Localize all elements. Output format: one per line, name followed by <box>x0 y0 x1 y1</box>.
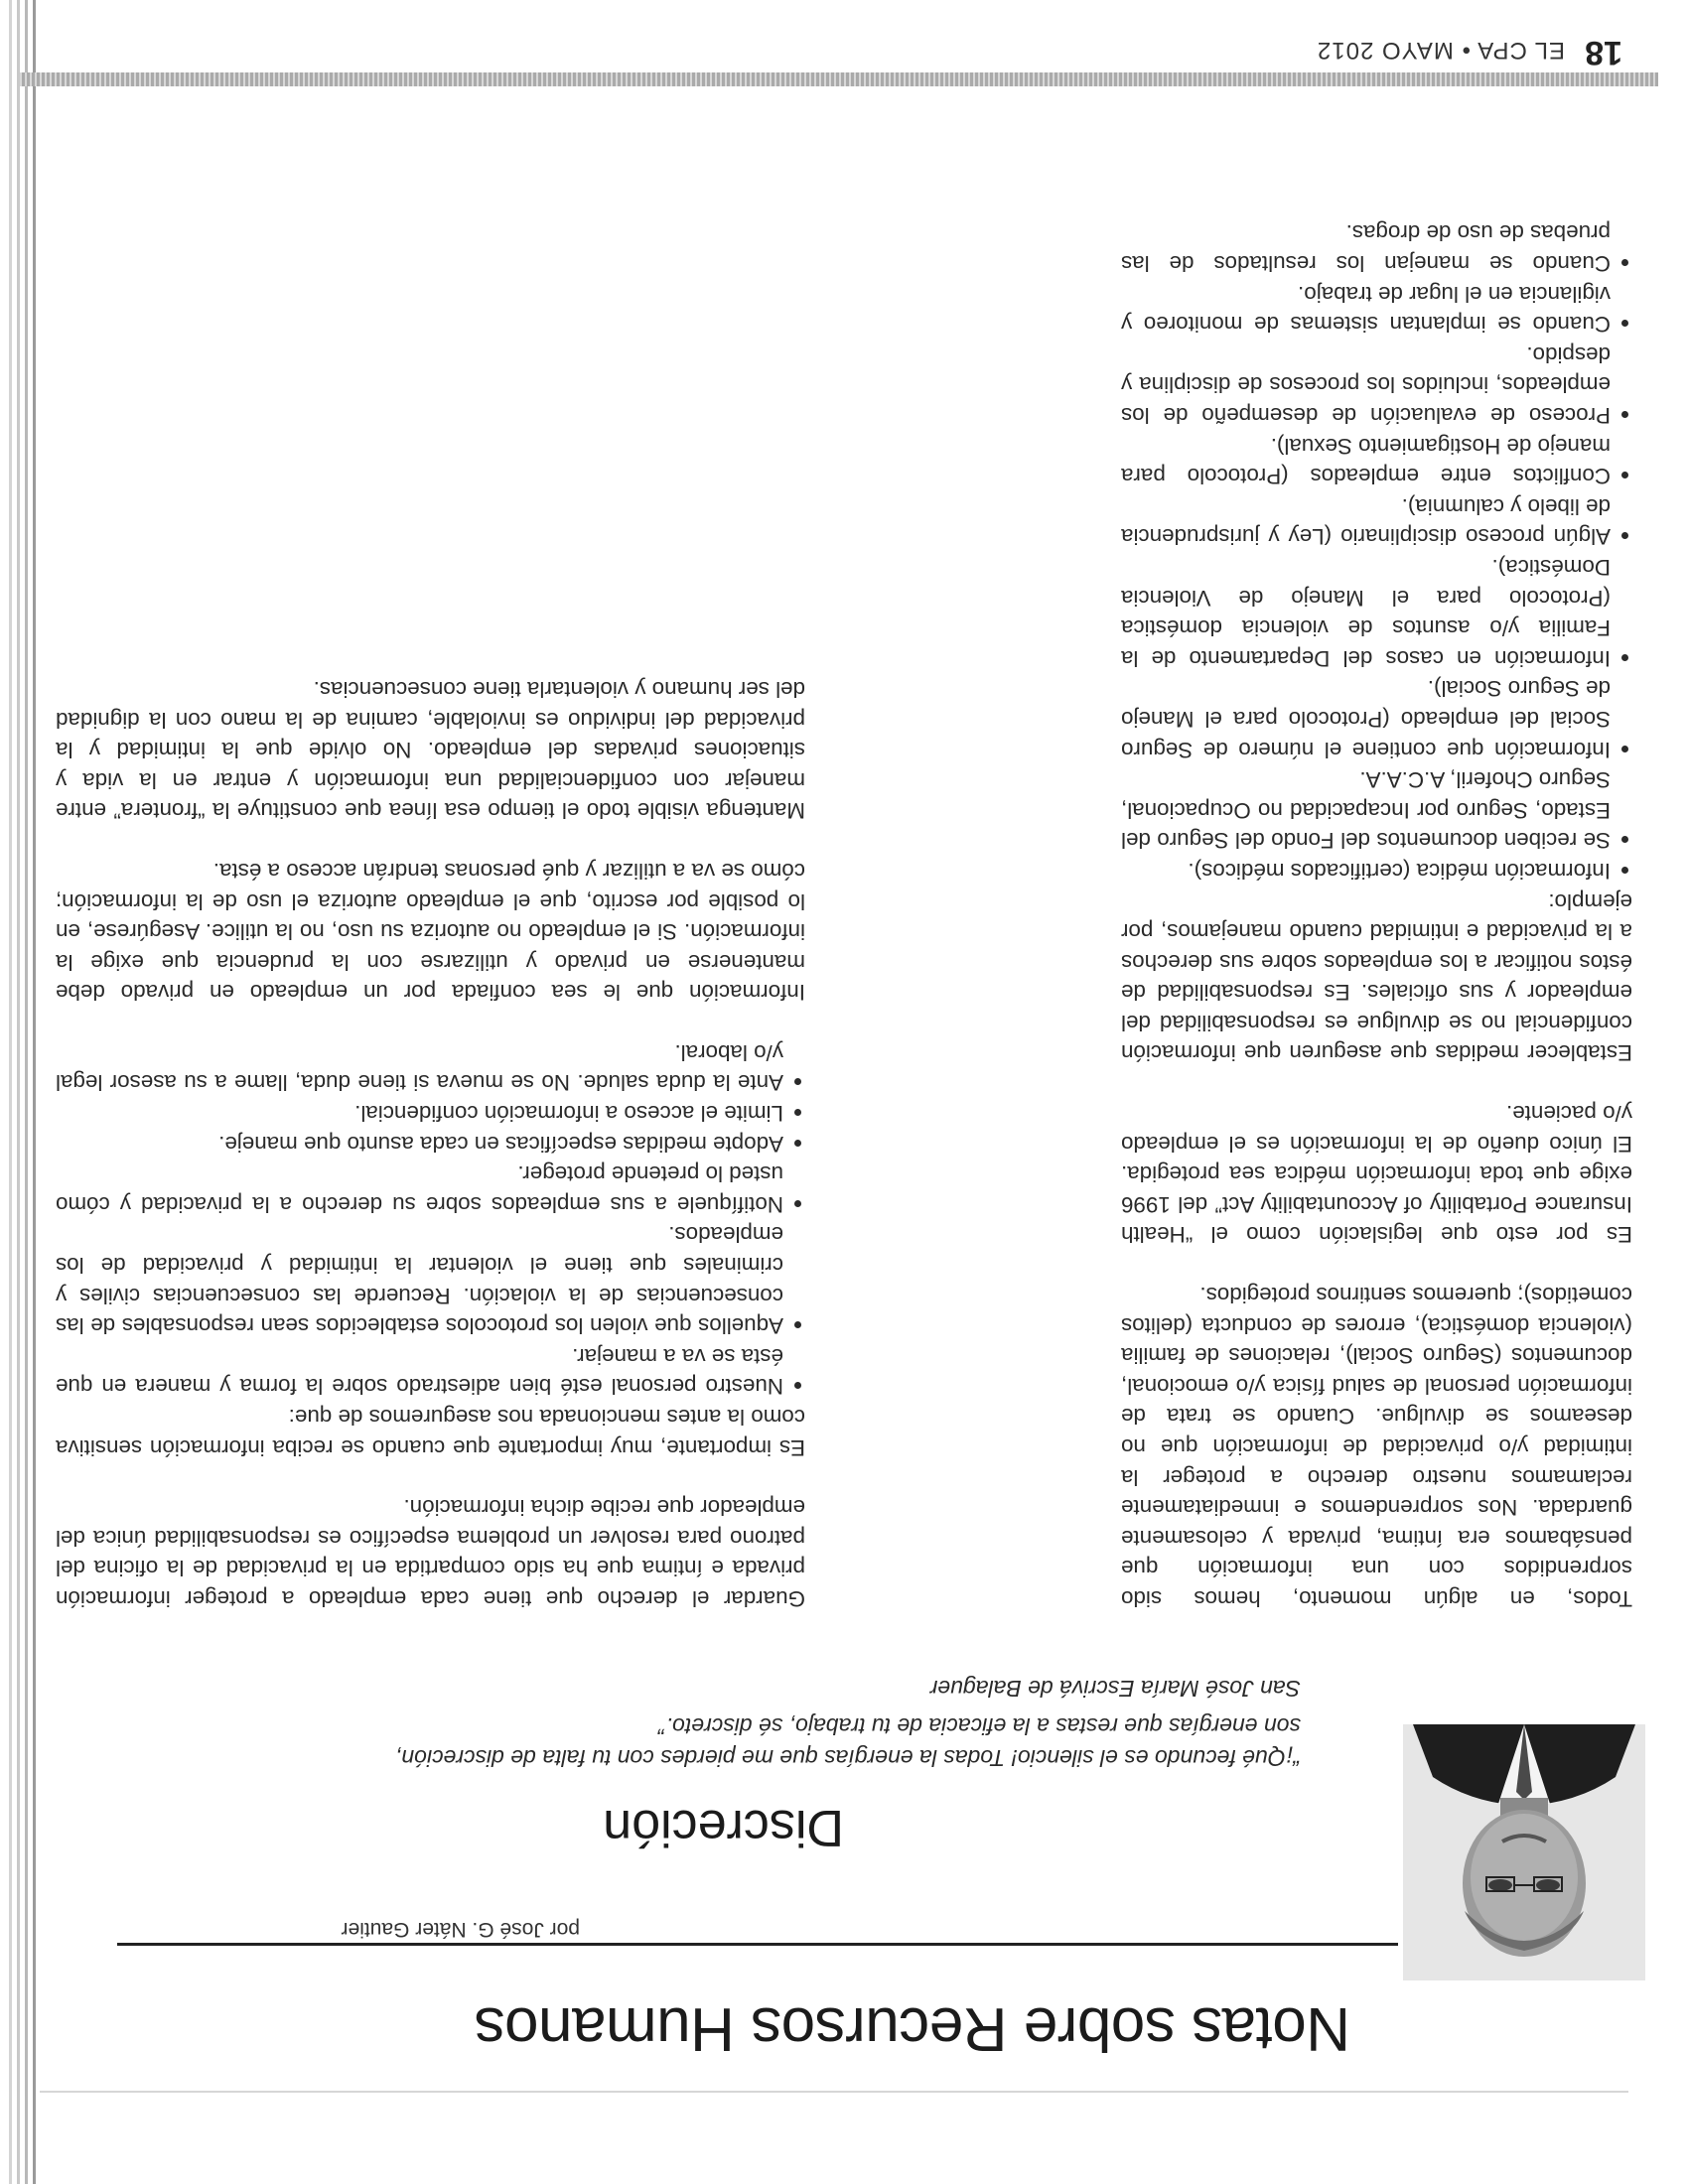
article-title: Discreción <box>603 1799 844 1856</box>
banner-rule <box>117 1943 1398 1946</box>
page-edge-line <box>17 0 20 2184</box>
list-item: Notifíquele a sus empleados sobre su derecho a la privacidad y cómo usted lo pretende proteger. <box>56 1159 805 1219</box>
column-left <box>1121 188 1632 1613</box>
epigraph <box>357 1673 1301 1774</box>
paragraph: Es importante, muy importante que cuando se reciba información sensitiva como la antes mencionada nos aseguremos de que: <box>56 1405 805 1460</box>
paragraph: Es por esto que legislación como el “Health Insurance Portability of Accountability Act” del 1996 exige que toda información médica sea protegida. El único dueño de la información es el empleado y/o paciente. <box>1121 1101 1632 1248</box>
list-item: Se reciben documentos del Fondo del Seguro del Estado, Seguro por Incapacidad no Ocupacional, Seguro Choferil, A.C.A.A. <box>1121 764 1632 856</box>
page-number: 18 <box>1585 34 1622 71</box>
page-edge-line <box>9 0 12 2184</box>
list-item: Cuando se manejan los resultados de las pruebas de uso de drogas. <box>1121 217 1632 278</box>
list-item: Cuando se implantan sistemas de monitoreo y vigilancia en el lugar de trabajo. <box>1121 278 1632 339</box>
section-banner: Notas sobre Recursos Humanos <box>475 1994 1350 2063</box>
list-item: Adopte medidas específicas en cada asunto que maneje. <box>56 1128 805 1159</box>
list-item: Algún proceso disciplinario (Ley y jurisprudencia de libelo y calumnia). <box>1121 490 1632 551</box>
column-right <box>56 643 805 1613</box>
list-item: Proceso de evaluación de desempeño de los empleados, incluidos los procesos de disciplina y despido. <box>1121 339 1632 430</box>
page-edge-line <box>25 0 28 2184</box>
page-edge-line <box>33 0 36 2184</box>
header-rule <box>20 72 1658 86</box>
byline: por José G. Náter Gautier <box>341 1918 580 1941</box>
running-head: EL CPA • MAYO 2012 <box>1316 37 1565 64</box>
bullet-list <box>1121 217 1632 886</box>
author-photo <box>1403 1724 1645 1980</box>
list-item: Nuestro personal esté bien adiestrado sobre la forma y manera en que ésta se va a manejar. <box>56 1340 805 1401</box>
paragraph: Información que le sea confiada por un empleado en privado debe mantenerse en privado y utilizarse con la prudencia que exige la información. Si el empleado no autoriza su uso, no la utilice. Asegúrese, en lo posible por escrito, que el empleado autoriza el uso de la información; cómo se va a utilizar y qué personas tendrán acceso a ésta. <box>56 858 805 1006</box>
paragraph: Establecer medidas que aseguren que información confidencial no se divulgue es responsabilidad del empleador y sus oficiales. Es responsabilidad de éstos notificar a los empleados sobre sus derechos a la privacidad e intimidad cuando manejamos, por ejemplo: <box>1121 888 1632 1066</box>
epigraph-text: “¡Qué fecundo es el silencio! Todas la energías que me pierdes con tu falta de discreción, son energías que restas a la eficacia de tu trabajo, sé discreto.” <box>394 1713 1301 1771</box>
paragraph: Mantenga visible todo el tiempo esa línea que constituye la “frontera” entre manejar con confidencialidad una información y entrar en la vida y situaciones privadas del empleado. No olvide que la intimidad y la privacidad del individuo es inviolable, camina de la mano con la dignidad del ser humano y violentarla tiene consecuencias. <box>56 676 805 824</box>
epigraph-author: San José María Escrivá de Balaguer <box>929 1676 1301 1702</box>
list-item: Ante la duda salude. No se mueva si tiene duda, llame a su asesor legal y/o laboral. <box>56 1036 805 1097</box>
list-item: Conflictos entre empleados (Protocolo para manejo de Hostigamiento Sexual). <box>1121 430 1632 490</box>
list-item: Información médica (certificados médicos). <box>1121 855 1632 886</box>
author-portrait-image <box>1403 1724 1645 1980</box>
bullet-list <box>56 1036 805 1401</box>
list-item: Aquellos que violen los protocolos establecidos sean responsables de las consecuencias de la violación. Recuerde las consecuencias civiles y criminales que tiene el violentar la intimidad y privacidad de los empleados. <box>56 1219 805 1340</box>
list-item: Información que contiene el número de Seguro Social del empleado (Protocolo para el Manejo de Seguro Social). <box>1121 673 1632 764</box>
list-item: Información en casos del Departamento de la Familia y/o asuntos de violencia doméstica (Protocolo para el Manejo de Violencia Doméstica). <box>1121 551 1632 672</box>
paragraph: Todos, en algún momento, hemos sido sorprendidos con una información que pensábamos era íntima, privada y celosamente guardada. Nos sorprendemos e inmediatamente reclamamos nuestro derecho a proteger la intimidad y/o privacidad de información que no deseamos se divulgue. Cuando se trata de información personal de salud física y/o emocional, documentos (Seguro Social), relaciones de familia (violencia doméstica), errores de conducta (delitos cometidos); queremos sentirnos protegidos. <box>1121 1283 1632 1611</box>
list-item: Limite el acceso a información confidencial. <box>56 1098 805 1129</box>
footer-rule <box>40 2091 1628 2093</box>
paragraph: Guardar el derecho que tiene cada empleado a proteger información privada e íntima que ha sido compartida en la privacidad de la oficina del patrono para resolver un problema específico es responsabilidad única del empleador que recibe dicha información. <box>56 1495 805 1611</box>
